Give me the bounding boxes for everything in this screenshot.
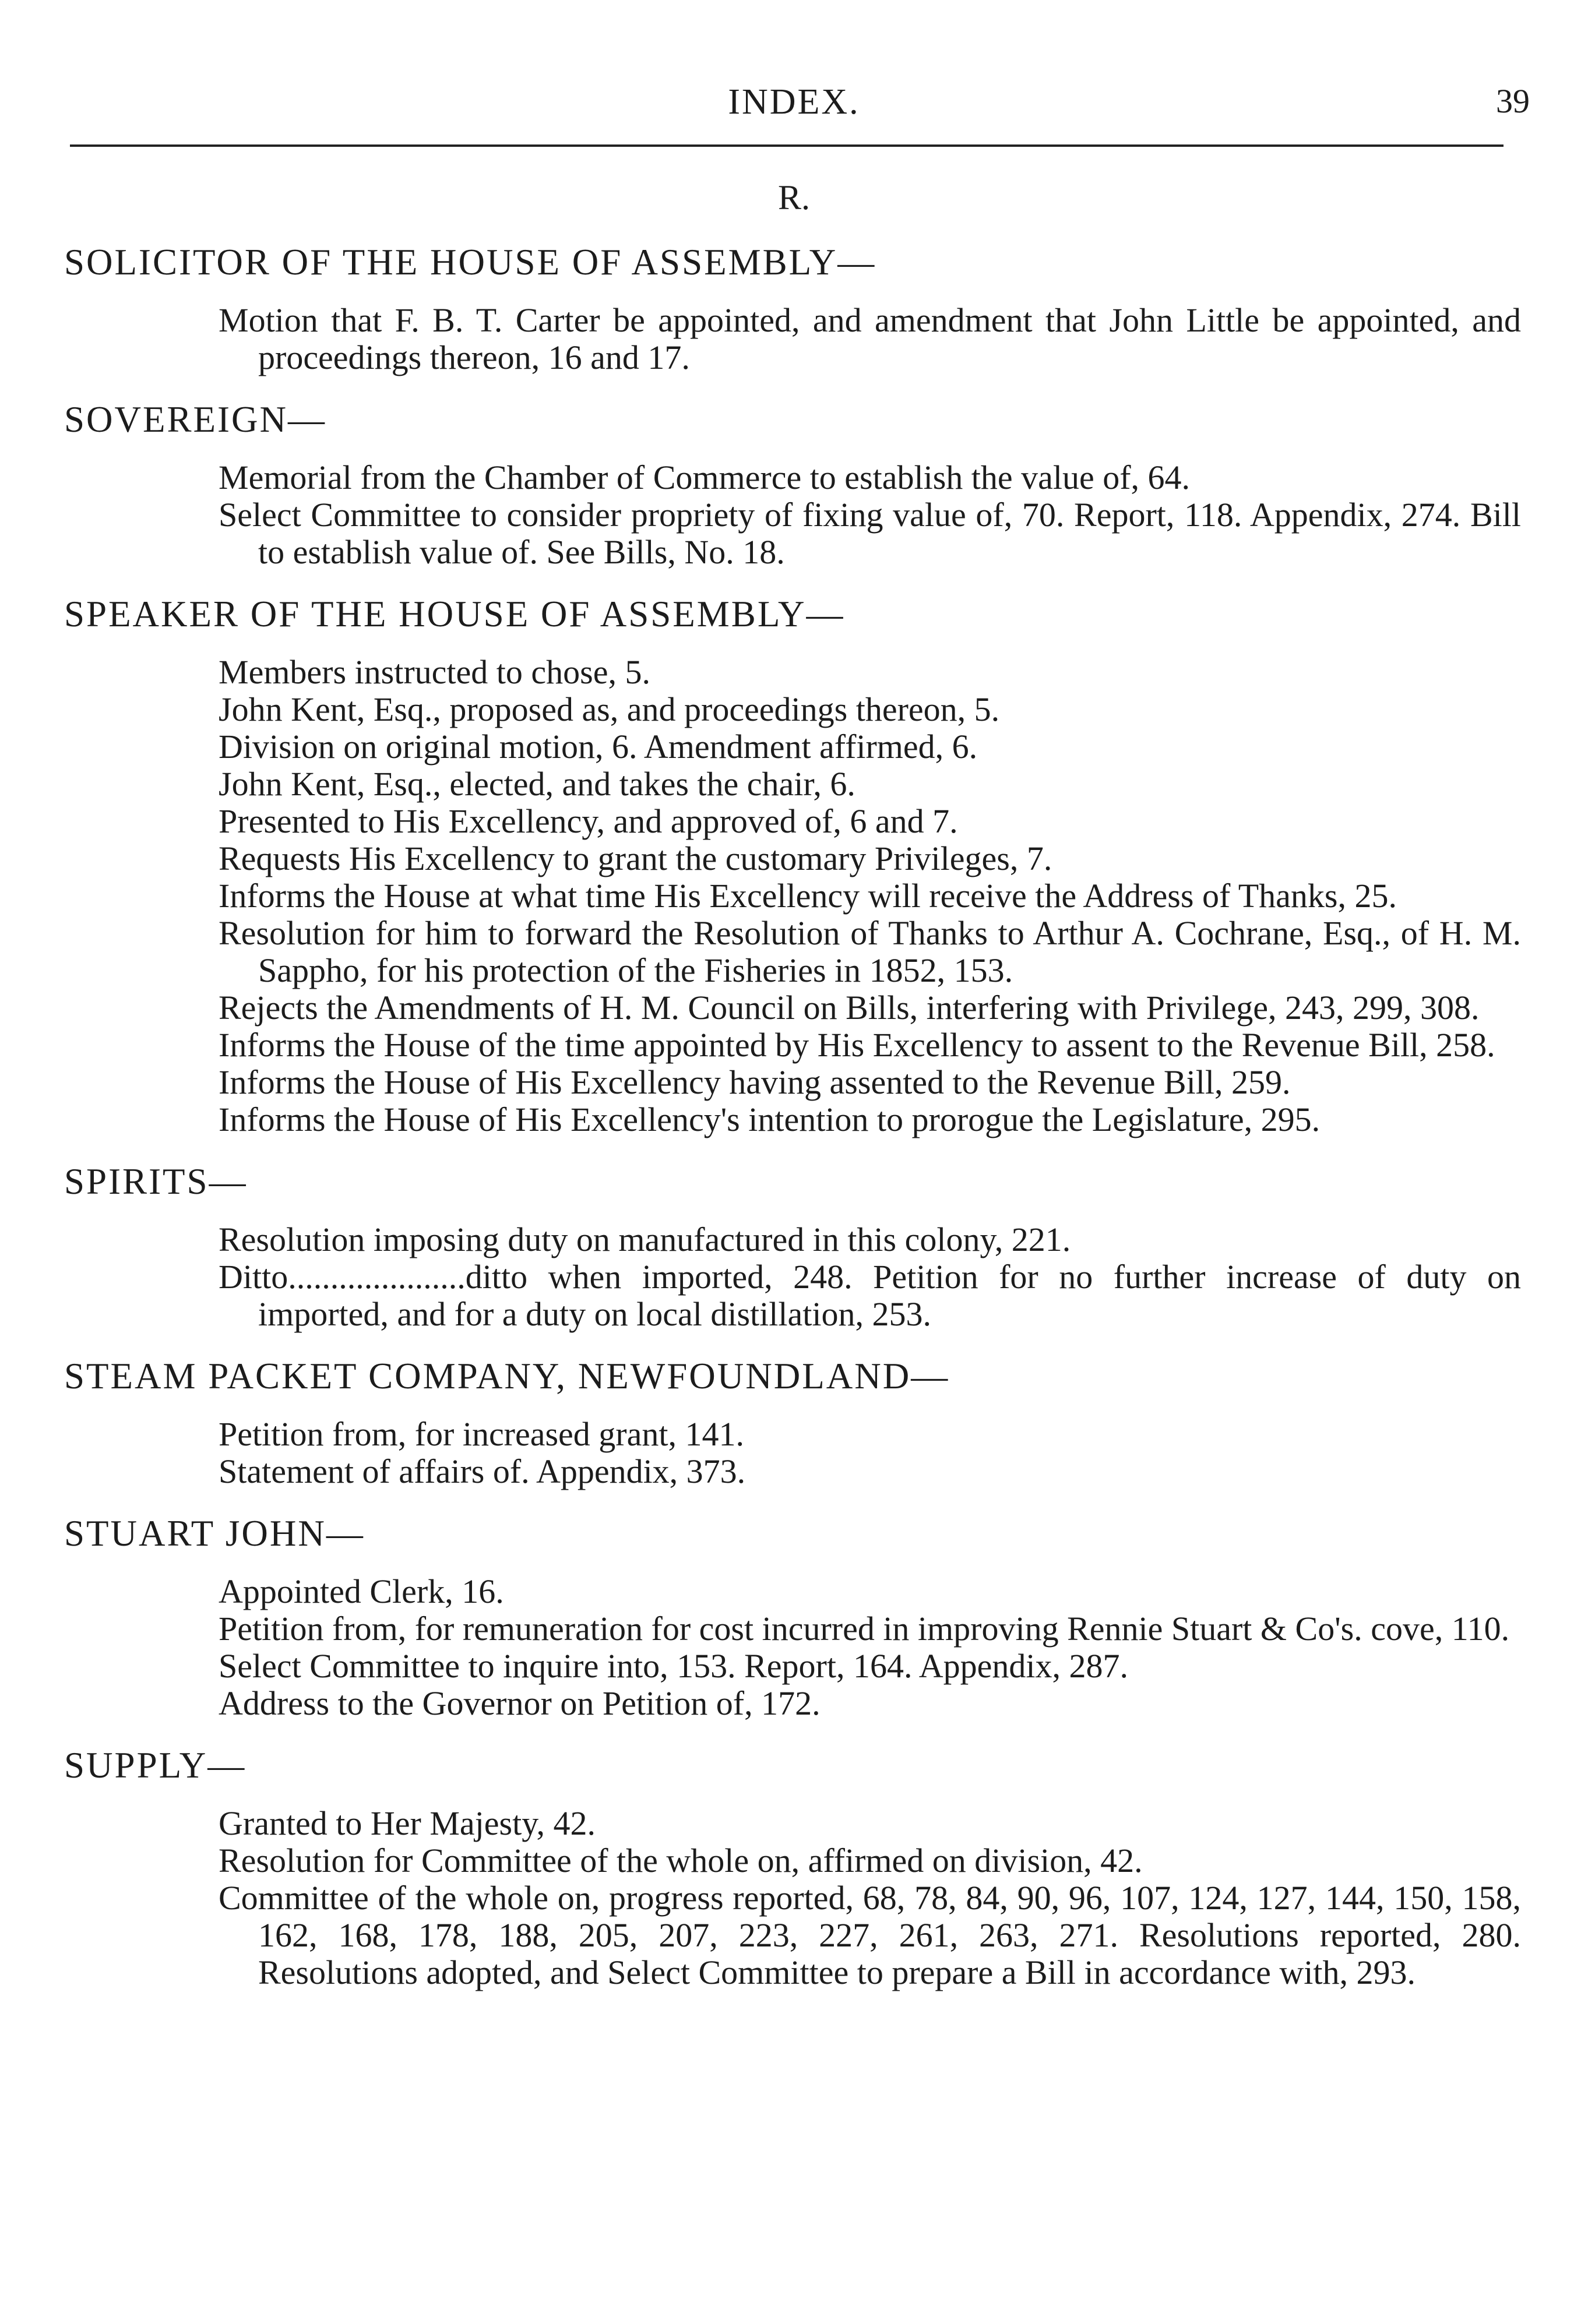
subentry: Resolution for Committee of the whole on, affirmed on division, 42. bbox=[219, 1842, 1143, 1879]
subentry: Informs the House of His Excellency's intention to prorogue the Legislature, 295. bbox=[219, 1101, 1321, 1138]
subentry: Rejects the Amendments of H. M. Council on Bills, interfering with Privilege, 243, 299, 308. bbox=[219, 989, 1480, 1027]
index-entry bbox=[64, 1158, 1521, 1333]
subentry: Informs the House at what time His Excellency will receive the Address of Thanks, 25. bbox=[219, 877, 1397, 915]
running-head bbox=[0, 82, 1588, 128]
subentry-list bbox=[219, 1416, 1521, 1490]
entry-heading: SPEAKER OF THE HOUSE OF ASSEMBLY— bbox=[64, 594, 845, 634]
subentry: Petition from, for remuneration for cost incurred in improving Rennie Stuart & Co's. cove, 110. bbox=[219, 1610, 1510, 1648]
entry-heading: STEAM PACKET COMPANY, NEWFOUNDLAND— bbox=[64, 1356, 950, 1396]
entry-heading: SOLICITOR OF THE HOUSE OF ASSEMBLY— bbox=[64, 242, 876, 283]
subentry: Select Committee to consider propriety of fixing value of, 70. Report, 118. Appendix, 274. Bill to establish value of. See Bills, No. 18. bbox=[219, 496, 1521, 571]
subentry: Ditto.....................ditto when imported, 248. Petition for no further increase of duty on imported, and for a duty on local distillation, 253. bbox=[219, 1258, 1521, 1333]
subentry: Address to the Governor on Petition of, 172. bbox=[219, 1684, 821, 1722]
page-number: 39 bbox=[1496, 82, 1530, 120]
subentry: Members instructed to chose, 5. bbox=[219, 653, 650, 691]
index-entry bbox=[64, 591, 1521, 1138]
index-entries bbox=[64, 239, 1521, 2011]
subentry: Resolution for him to forward the Resolution of Thanks to Arthur A. Cochrane, Esq., of H. M. Sappho, for his protection of the Fisheries in 1852, 153. bbox=[219, 914, 1521, 989]
subentry-list bbox=[219, 1221, 1521, 1333]
entry-heading: STUART JOHN— bbox=[64, 1513, 365, 1554]
subentry: Resolution imposing duty on manufactured in this colony, 221. bbox=[219, 1221, 1071, 1258]
subentry-list bbox=[219, 459, 1521, 571]
subentry: Requests His Excellency to grant the customary Privileges, 7. bbox=[219, 840, 1052, 877]
subentry: Memorial from the Chamber of Commerce to establish the value of, 64. bbox=[219, 459, 1191, 496]
index-entry bbox=[64, 1742, 1521, 1991]
subentry: Granted to Her Majesty, 42. bbox=[219, 1804, 596, 1842]
subentry: Motion that F. B. T. Carter be appointed, and amendment that John Little be appointed, and proceedings thereon, 16 and 17. bbox=[219, 301, 1521, 376]
entry-heading: SOVEREIGN— bbox=[64, 399, 326, 440]
subentry: Statement of affairs of. Appendix, 373. bbox=[219, 1452, 746, 1490]
subentry-list bbox=[219, 654, 1521, 1138]
index-entry bbox=[64, 1510, 1521, 1722]
index-entry bbox=[64, 396, 1521, 571]
subentry: Select Committee to inquire into, 153. Report, 164. Appendix, 287. bbox=[219, 1647, 1128, 1685]
entry-heading: SPIRITS— bbox=[64, 1161, 248, 1202]
entry-heading: SUPPLY— bbox=[64, 1745, 247, 1786]
page-title: INDEX. bbox=[728, 82, 860, 122]
subentry: Petition from, for increased grant, 141. bbox=[219, 1415, 744, 1453]
subentry-list bbox=[219, 302, 1521, 376]
subentry: Informs the House of His Excellency having assented to the Revenue Bill, 259. bbox=[219, 1063, 1291, 1101]
subentry: Presented to His Excellency, and approved of, 6 and 7. bbox=[219, 802, 958, 840]
subentry-list bbox=[219, 1805, 1521, 1991]
subentry: John Kent, Esq., elected, and takes the chair, 6. bbox=[219, 765, 855, 803]
subentry: Informs the House of the time appointed by His Excellency to assent to the Revenue Bill, 258. bbox=[219, 1026, 1495, 1064]
header-rule bbox=[70, 144, 1504, 147]
index-entry bbox=[64, 239, 1521, 376]
subentry: Division on original motion, 6. Amendment affirmed, 6. bbox=[219, 728, 978, 766]
section-letter: R. bbox=[777, 178, 811, 217]
subentry: Appointed Clerk, 16. bbox=[219, 1572, 504, 1610]
index-entry bbox=[64, 1353, 1521, 1490]
subentry: John Kent, Esq., proposed as, and proceedings thereon, 5. bbox=[219, 690, 1000, 728]
subentry-list bbox=[219, 1573, 1521, 1722]
subentry: Committee of the whole on, progress reported, 68, 78, 84, 90, 96, 107, 124, 127, 144, 150, 158, 162, 168, 178, 188, 205, 207, 223, 227, 261, 263, 271. Resolutions reported, 280. Resolutions adopted, and Select Committee to prepare a Bill in accordance with, 293. bbox=[219, 1879, 1521, 1991]
